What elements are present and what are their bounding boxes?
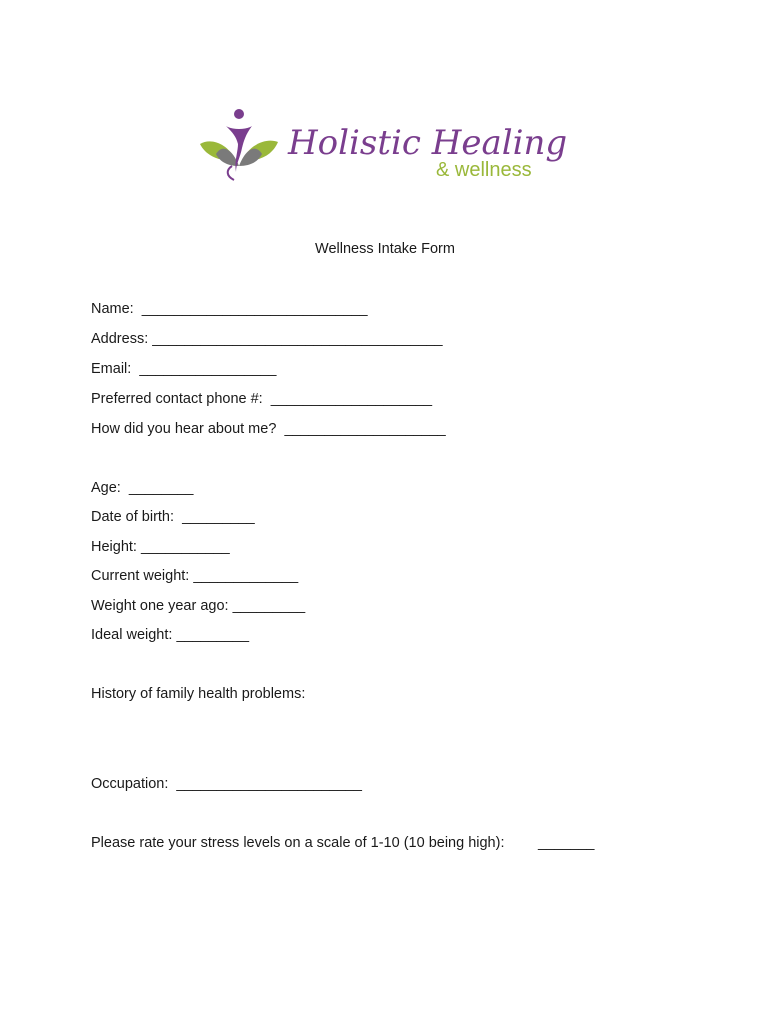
phone-field[interactable]: Preferred contact phone #: ____________________ [91, 391, 433, 407]
lotus-figure-icon [200, 109, 278, 180]
height-field[interactable]: Height: ___________ [91, 539, 230, 555]
dob-field[interactable]: Date of birth: _________ [91, 509, 255, 525]
family-history-label: History of family health problems: [91, 686, 306, 702]
holistic-healing-logo [196, 104, 576, 184]
name-field[interactable]: Name: ____________________________ [91, 301, 368, 317]
stress-label: Please rate your stress levels on a scale of 1-10 (10 being high): [91, 835, 505, 851]
occupation-field[interactable]: Occupation: _______________________ [91, 776, 362, 792]
address-field[interactable]: Address: ____________________________________ [91, 331, 443, 347]
logo-name: Holistic Healing [288, 123, 568, 163]
stress-level-field[interactable]: _______ [538, 835, 595, 851]
current-weight-field[interactable]: Current weight: _____________ [91, 568, 299, 584]
age-field[interactable]: Age: ________ [91, 480, 194, 496]
logo-tagline: & wellness [436, 159, 532, 181]
weight-year-ago-field[interactable]: Weight one year ago: _________ [91, 598, 306, 614]
ideal-weight-field[interactable]: Ideal weight: _________ [91, 627, 250, 643]
email-field[interactable]: Email: _________________ [91, 361, 277, 377]
form-title: Wellness Intake Form [315, 241, 455, 257]
referral-field[interactable]: How did you hear about me? ____________________ [91, 421, 446, 437]
